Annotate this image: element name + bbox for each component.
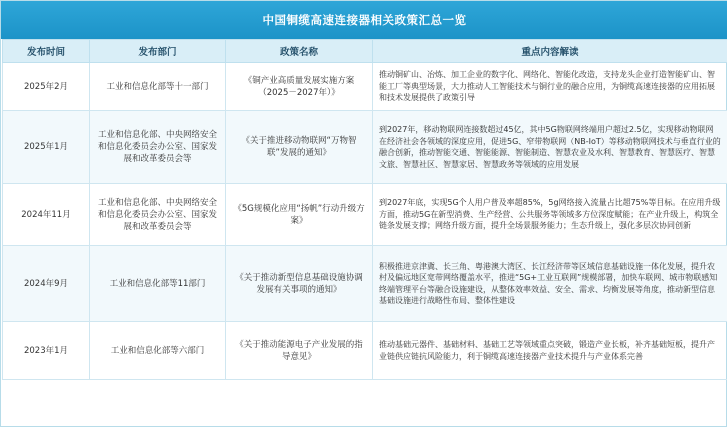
cell-department: 工业和信息化部等11部门 bbox=[90, 246, 226, 322]
cell-date: 2025年1月 bbox=[3, 111, 90, 184]
cell-date: 2024年11月 bbox=[3, 184, 90, 246]
cell-policy-name: 《5G规模化应用“扬帆”行动升级方案》 bbox=[226, 184, 373, 246]
table-row bbox=[3, 246, 727, 322]
cell-policy-name: 《铜产业高质量发展实施方案（2025－2027年）》 bbox=[226, 63, 373, 111]
table-title: 中国铜缆高速连接器相关政策汇总一览 bbox=[1, 1, 727, 39]
cell-key-content: 积极推进京津冀、长三角、粤港澳大湾区、长江经济带等区域信息基础设施一体化发展，提升农村及偏远地区宽带网络覆盖水平，推进“5G+工业互联网”规模部署，加快车联网、城市物联感知终端管理平台等融合设施建设，从整体效率效益、安全、需求、均衡发展等角度，推动新型信息基础设施进行战略性布局、整体性建设 bbox=[373, 246, 727, 322]
cell-department: 工业和信息化部等六部门 bbox=[90, 322, 226, 380]
cell-date: 2025年2月 bbox=[3, 63, 90, 111]
cell-date: 2024年9月 bbox=[3, 246, 90, 322]
header-department: 发布部门 bbox=[90, 40, 226, 63]
cell-policy-name: 《关于推进移动物联网“万物智联”发展的通知》 bbox=[226, 111, 373, 184]
cell-department: 工业和信息化部、中央网络安全和信息化委员会办公室、国家发展和改革委员会等 bbox=[90, 111, 226, 184]
cell-policy-name: 《关于推动能源电子产业发展的指导意见》 bbox=[226, 322, 373, 380]
cell-key-content: 到2027年，移动物联网连接数超过45亿，其中5G物联网终端用户超过2.5亿，实现移动物联网在经济社会各领域的深度应用，促进5G、窄带物联网（NB-IoT）等移动物联网技术与垂直行业的融合创新，推动智能交通、智能能源、智能制造、智慧农业及水利、智慧教育、智慧医疗、智慧文旅、智慧社区、智慧家居、智慧政务等领域的应用发展 bbox=[373, 111, 727, 184]
cell-department: 工业和信息化部等十一部门 bbox=[90, 63, 226, 111]
cell-key-content: 推动铜矿山、冶炼、加工企业的数字化、网络化、智能化改造，支持龙头企业打造智能矿山、智能工厂等典型场景，大力推动人工智能技术与铜行业的融合应用，为铜缆高速连接器的应用拓展和技术发展提供了政策引导 bbox=[373, 63, 727, 111]
policy-table bbox=[2, 39, 727, 380]
header-key-content: 重点内容解读 bbox=[373, 40, 727, 63]
table-row bbox=[3, 322, 727, 380]
header-policy-name: 政策名称 bbox=[226, 40, 373, 63]
header-date: 发布时间 bbox=[3, 40, 90, 63]
cell-policy-name: 《关于推动新型信息基础设施协调发展有关事项的通知》 bbox=[226, 246, 373, 322]
table-row bbox=[3, 111, 727, 184]
table-row bbox=[3, 184, 727, 246]
cell-department: 工业和信息化部、中央网络安全和信息化委员会办公室、国家发展和改革委员会等 bbox=[90, 184, 226, 246]
cell-key-content: 推动基础元器件、基础材料、基础工艺等领域重点突破，锻造产业长板，补齐基础短板，提升产业链供应链抗风险能力，利于铜缆高速连接器产业技术提升与产业体系完善 bbox=[373, 322, 727, 380]
cell-key-content: 到2027年底，实现5G个人用户普及率超85%，5g网络接入流量占比超75%等目标。在应用升级方面，推动5G在新型消费、生产经营、公共服务等领域多方位深度赋能；在产业升级上，构筑全链条发展支撑；网络升级方面，提升全场景服务能力；生态升级上，强化多层次协同创新 bbox=[373, 184, 727, 246]
table-row bbox=[3, 63, 727, 111]
header-row bbox=[3, 40, 727, 63]
cell-date: 2023年1月 bbox=[3, 322, 90, 380]
